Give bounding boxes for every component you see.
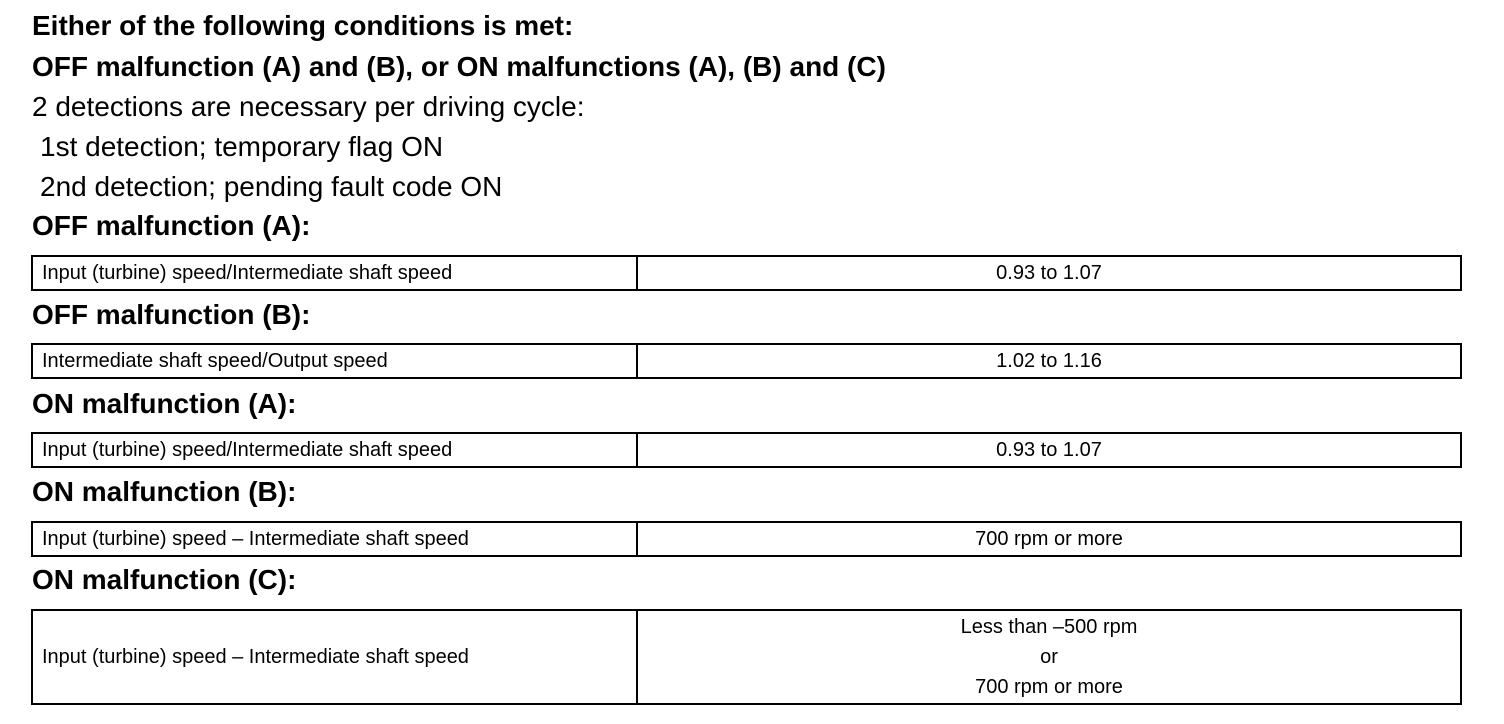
spec-table-on-c	[31, 609, 1462, 705]
section-heading-off-b: OFF malfunction (B):	[32, 299, 311, 330]
intro-condition-heading: Either of the following conditions is met:	[32, 10, 574, 41]
intro-condition-summary: OFF malfunction (A) and (B), or ON malfunctions (A), (B) and (C)	[32, 51, 886, 82]
spec-table-on-b	[31, 521, 1462, 557]
parameter-cell: Input (turbine) speed/Intermediate shaft speed	[32, 256, 637, 290]
table-row	[32, 522, 1461, 556]
value-cell	[637, 610, 1461, 704]
parameter-cell: Intermediate shaft speed/Output speed	[32, 344, 637, 378]
table-row	[32, 433, 1461, 467]
value-cell: 0.93 to 1.07	[637, 256, 1461, 290]
spec-table-on-a	[31, 432, 1462, 468]
spec-table-off-b	[31, 343, 1462, 379]
intro-second-detection: 2nd detection; pending fault code ON	[40, 171, 503, 202]
section-heading-on-c: ON malfunction (C):	[32, 564, 297, 595]
intro-detection-note: 2 detections are necessary per driving cycle:	[32, 91, 585, 122]
table-row	[32, 344, 1461, 378]
parameter-cell: Input (turbine) speed – Intermediate shaft speed	[32, 522, 637, 556]
parameter-cell: Input (turbine) speed – Intermediate shaft speed	[32, 610, 637, 704]
value-cell: 1.02 to 1.16	[637, 344, 1461, 378]
value-cell: 0.93 to 1.07	[637, 433, 1461, 467]
section-heading-off-a: OFF malfunction (A):	[32, 210, 311, 241]
value-line: 700 rpm or more	[975, 676, 1123, 698]
table-row	[32, 256, 1461, 290]
value-line: or	[1040, 646, 1058, 668]
value-cell: 700 rpm or more	[637, 522, 1461, 556]
section-heading-on-a: ON malfunction (A):	[32, 388, 297, 419]
value-line: Less than –500 rpm	[960, 616, 1138, 638]
intro-first-detection: 1st detection; temporary flag ON	[40, 131, 444, 162]
spec-table-off-a	[31, 255, 1462, 291]
parameter-cell: Input (turbine) speed/Intermediate shaft speed	[32, 433, 637, 467]
table-row	[32, 610, 1461, 704]
section-heading-on-b: ON malfunction (B):	[32, 476, 297, 507]
